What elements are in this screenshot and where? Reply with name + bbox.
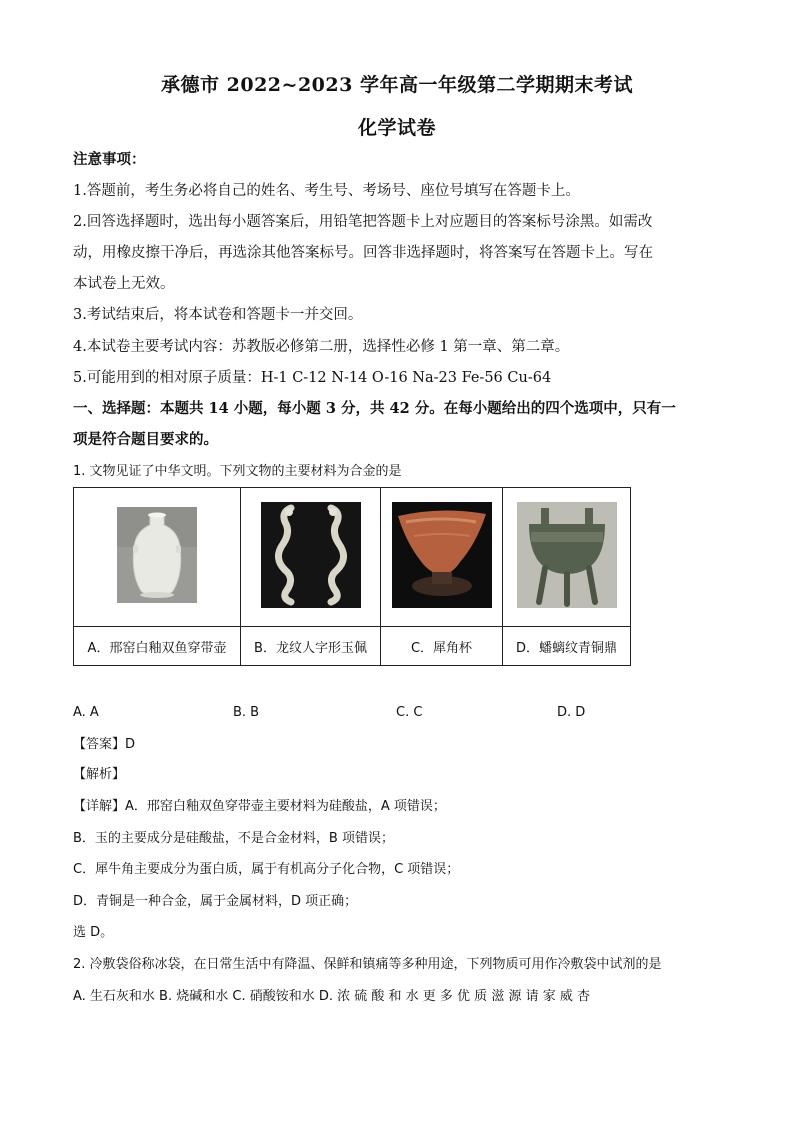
answer-line: 【答案】D bbox=[73, 737, 136, 752]
artifact-label-c: C．犀角杯 bbox=[381, 627, 503, 666]
choice-a: A. A bbox=[73, 705, 99, 720]
choice-b: B. B bbox=[233, 705, 260, 720]
question-2-stem: 2. 冷敷袋俗称冰袋，在日常生活中有降温、保鲜和镇痛等多种用途，下列物质可用作冷敷袋中试剂的是 bbox=[73, 957, 662, 972]
artifact-image-cell-d bbox=[503, 488, 631, 627]
exam-subtitle: 化学试卷 bbox=[357, 117, 436, 139]
artifact-label-d: D．蟠螭纹青铜鼎 bbox=[503, 627, 631, 666]
detail-line-2: B．玉的主要成分是硅酸盐，不是合金材料，B 项错误； bbox=[73, 831, 394, 846]
artifact-image-cell-a bbox=[74, 488, 241, 627]
note-line-5: 3.考试结束后，将本试卷和答题卡一并交回。 bbox=[73, 307, 363, 323]
question-2-options: A. 生石灰和水 B. 烧碱和水 C. 硝酸铵和水 D. 浓 硫 酸 和 水 更 多 优 质 滋 源 请 家 威 杏 bbox=[73, 989, 590, 1004]
artifact-label-b: B．龙纹人字形玉佩 bbox=[241, 627, 381, 666]
white-porcelain-flask-image bbox=[117, 507, 197, 603]
detail-line-4: D．青铜是一种合金，属于金属材料，D 项正确； bbox=[73, 894, 358, 909]
detail-line-3: C．犀牛角主要成分为蛋白质，属于有机高分子化合物，C 项错误； bbox=[73, 862, 460, 877]
section-heading-line-1: 一、选择题：本题共 14 小题，每小题 3 分，共 42 分。在每小题给出的四个选项中，只有一 bbox=[73, 400, 676, 417]
note-line-7: 5.可能用到的相对原子质量：H-1 C-12 N-14 O-16 Na-23 Fe-56 Cu-64 bbox=[73, 370, 552, 386]
artifact-label-a: A．邢窑白釉双鱼穿带壶 bbox=[74, 627, 241, 666]
rhino-horn-cup-image bbox=[392, 502, 492, 608]
detail-line-5: 选 D。 bbox=[73, 925, 114, 940]
artifact-image-cell-b bbox=[241, 488, 381, 627]
note-line-4: 本试卷上无效。 bbox=[73, 276, 175, 292]
artifact-image-cell-c bbox=[381, 488, 503, 627]
note-line-6: 4.本试卷主要考试内容：苏教版必修第二册，选择性必修 1 第一章、第二章。 bbox=[73, 339, 570, 355]
bronze-ding-image bbox=[517, 502, 617, 608]
note-line-1: 1.答题前，考生务必将自己的姓名、考生号、考场号、座位号填写在答题卡上。 bbox=[73, 183, 580, 199]
choice-c: C. C bbox=[396, 705, 423, 720]
detail-line-1: 【详解】A．邢窑白釉双鱼穿带壶主要材料为硅酸盐，A 项错误； bbox=[73, 799, 446, 814]
question-1-stem: 1. 文物见证了中华文明。下列文物的主要材料为合金的是 bbox=[73, 464, 402, 479]
exam-title: 承德市 2022~2023 学年高一年级第二学期期末考试 bbox=[161, 74, 633, 96]
jade-pendant-image bbox=[261, 502, 361, 608]
notes-heading: 注意事项： bbox=[73, 151, 146, 168]
note-line-2: 2.回答选择题时，选出每小题答案后，用铅笔把答题卡上对应题目的答案标号涂黑。如需改 bbox=[73, 214, 653, 230]
choice-d: D. D bbox=[557, 705, 586, 720]
artifact-table bbox=[73, 487, 631, 666]
analysis-heading: 【解析】 bbox=[73, 767, 126, 782]
note-line-3: 动，用橡皮擦干净后，再选涂其他答案标号。回答非选择题时，将答案写在答题卡上。写在 bbox=[73, 245, 653, 261]
section-heading-line-2: 项是符合题目要求的。 bbox=[73, 431, 218, 448]
